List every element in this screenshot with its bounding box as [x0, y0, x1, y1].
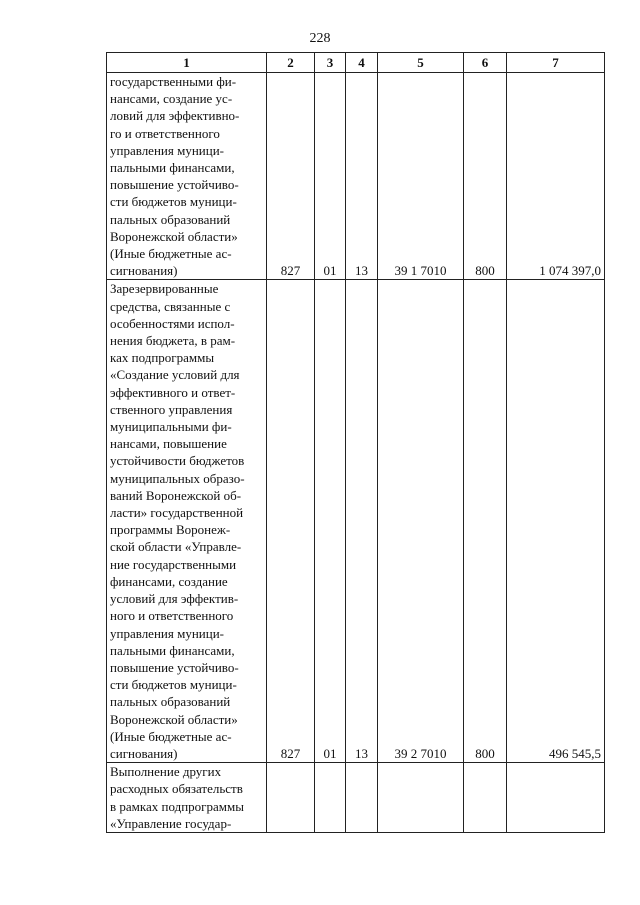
subsection-code: 13 [346, 280, 378, 763]
amount-value [507, 763, 605, 833]
expense-type-code: 800 [464, 73, 507, 280]
page-number: 228 [309, 31, 331, 46]
column-header-3: 3 [315, 53, 346, 73]
section-code [315, 763, 346, 833]
table-row [107, 280, 605, 763]
amount-value: 1 074 397,0 [507, 73, 605, 280]
row-description: Выполнение других расходных обязательств в рамках подпрограммы «Управление государ- [107, 763, 267, 833]
section-code: 01 [315, 73, 346, 280]
expense-type-code: 800 [464, 280, 507, 763]
row-description: Зарезервированные средства, связанные с особенностями испол- нения бюджета, в рам- ках подпрограммы «Создание условий для эффективного и ответ- ственного управления муниципальными фи- нансами, повышение устойчивости бюджетов муниципальных образо- ваний Воронежской об- ласти» государственной программы Воронеж- ской области «Управле- ние государственными финансами, создание условий для эффектив- ного и ответственного управления муници- пальными финансами, повышение устойчиво- сти бюджетов муници- пальных образований Воронежской области» (Иные бюджетные ас- сигнования) [107, 280, 267, 763]
table-row [107, 73, 605, 280]
column-header-1: 1 [107, 53, 267, 73]
subsection-code [346, 763, 378, 833]
column-header-5: 5 [378, 53, 464, 73]
amount-value: 496 545,5 [507, 280, 605, 763]
column-header-7: 7 [507, 53, 605, 73]
budget-table [106, 52, 605, 833]
table-row [107, 763, 605, 833]
subsection-code: 13 [346, 73, 378, 280]
target-article-code: 39 2 7010 [378, 280, 464, 763]
target-article-code: 39 1 7010 [378, 73, 464, 280]
section-code: 01 [315, 280, 346, 763]
header-row [107, 53, 605, 73]
column-header-2: 2 [267, 53, 315, 73]
ministry-code: 827 [267, 73, 315, 280]
expense-type-code [464, 763, 507, 833]
column-header-4: 4 [346, 53, 378, 73]
column-header-6: 6 [464, 53, 507, 73]
ministry-code: 827 [267, 280, 315, 763]
ministry-code [267, 763, 315, 833]
target-article-code [378, 763, 464, 833]
row-description: государственными фи- нансами, создание ус- ловий для эффективно- го и ответственного управления муници- пальными финансами, повышение устойчиво- сти бюджетов муници- пальных образований Воронежской области» (Иные бюджетные ас- сигнования) [107, 73, 267, 280]
